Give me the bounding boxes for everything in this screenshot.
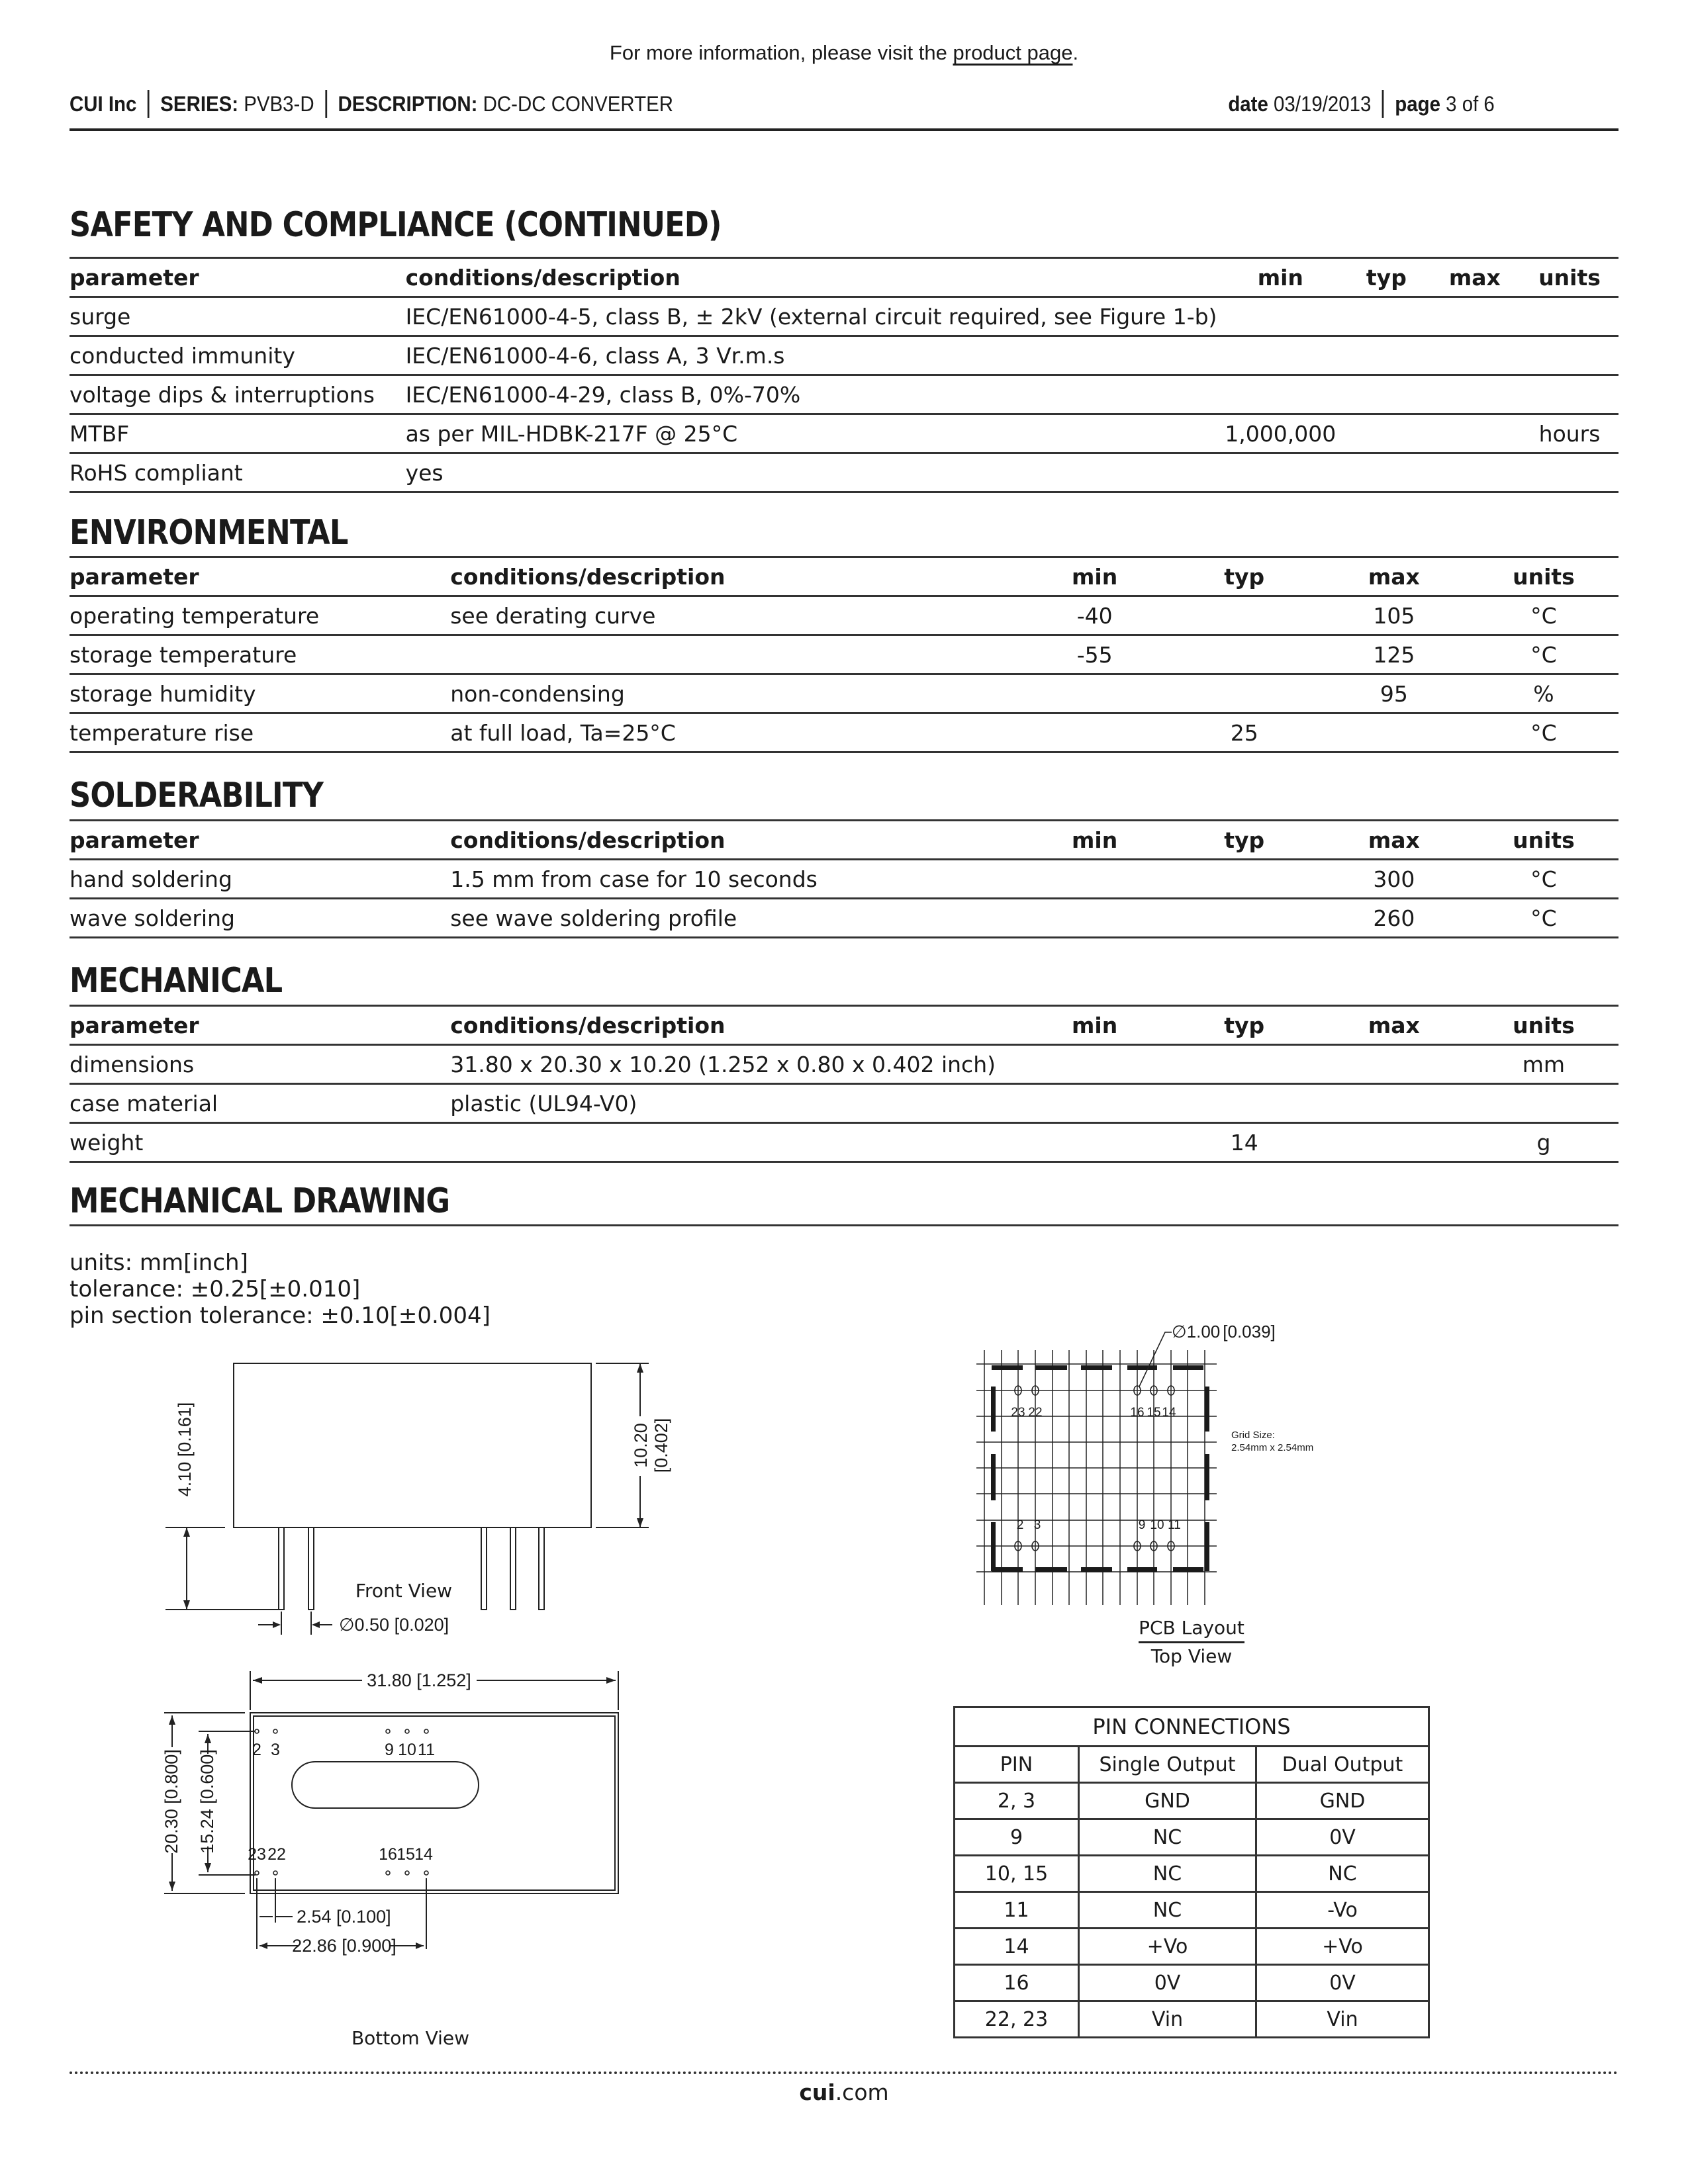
svg-text:23: 23 <box>248 1845 266 1864</box>
col-typ: typ <box>1344 258 1429 297</box>
header-rule <box>70 128 1618 131</box>
svg-text:3: 3 <box>271 1741 280 1759</box>
grid-size-value: 2.54mm x 2.54mm <box>1231 1442 1314 1453</box>
table-row: 11 NC -Vo <box>955 1892 1429 1929</box>
pin-connections-table <box>953 1706 1430 2038</box>
page-label: page <box>1395 91 1440 116</box>
dim-row-spacing: 15.24 [0.600] <box>197 1749 217 1854</box>
cell-parameter: MTBF <box>70 414 406 453</box>
table-row <box>70 453 1618 492</box>
table-row: storage temperature -55 125 °C <box>70 635 1618 674</box>
svg-text:16: 16 <box>1130 1406 1145 1420</box>
table-row: MTBF as per MIL-HDBK-217F @ 25°C 1,000,000 hours <box>70 414 1618 453</box>
section-rule <box>70 1224 1618 1226</box>
svg-text:15: 15 <box>1147 1406 1161 1420</box>
svg-text:14: 14 <box>414 1845 433 1864</box>
dim-pin-length: 4.10 [0.161] <box>175 1402 195 1497</box>
svg-text:9: 9 <box>1138 1518 1146 1532</box>
hole-diameter: ∅1.00 [0.039] <box>1172 1322 1276 1342</box>
svg-text:14: 14 <box>1162 1406 1176 1420</box>
series-label: SERIES: <box>160 91 239 116</box>
table-row: temperature rise at full load, Ta=25°C 25 °C <box>70 713 1618 752</box>
info-text: For more information, please visit the <box>609 41 953 64</box>
safety-table <box>70 257 1618 493</box>
divider <box>1382 90 1384 118</box>
table-row: case material plastic (UL94-V0) <box>70 1084 1618 1123</box>
product-page-link[interactable]: product page <box>953 41 1073 64</box>
bottom-view-drawing <box>146 1655 649 2025</box>
svg-text:22: 22 <box>1028 1406 1043 1420</box>
table-row: 22, 23 Vin Vin <box>955 2001 1429 2038</box>
table-row: 10, 15 NC NC <box>955 1856 1429 1892</box>
series-value: PVB3-D <box>244 91 314 116</box>
svg-text:2: 2 <box>252 1741 261 1759</box>
table-row <box>70 336 1618 375</box>
cell-conditions: as per MIL-HDBK-217F @ 25°C <box>406 414 1217 453</box>
note-units: units: mm[inch] <box>70 1250 248 1276</box>
svg-text:3: 3 <box>1033 1518 1041 1532</box>
table-row: 9 NC 0V <box>955 1819 1429 1856</box>
table-row <box>70 297 1618 336</box>
dim-pin-diameter: ∅0.50 [0.020] <box>339 1615 449 1635</box>
section-title-solderability: SOLDERABILITY <box>70 776 324 815</box>
table-header-row: parameter conditions/description min typ max units <box>70 557 1618 596</box>
table-header-row <box>70 258 1618 297</box>
col-max: max <box>1429 258 1521 297</box>
cell-parameter: conducted immunity <box>70 336 406 375</box>
section-title-mechanical-drawing: MECHANICAL DRAWING <box>70 1181 450 1221</box>
document-header <box>70 87 1495 120</box>
footer-brand: cui <box>799 2079 835 2105</box>
table-row: operating temperature see derating curve -40 105 °C <box>70 596 1618 635</box>
solderability-table <box>70 819 1618 938</box>
info-line: For more information, please visit the product page. <box>609 41 1079 64</box>
footer-domain: .com <box>835 2079 889 2105</box>
table-row: 14 +Vo +Vo <box>955 1929 1429 1965</box>
table-row: weight 14 g <box>70 1123 1618 1162</box>
note-tolerance: tolerance: ±0.25[±0.010] <box>70 1276 361 1302</box>
svg-text:10: 10 <box>1150 1518 1164 1532</box>
dim-height-inch: [0.402] <box>651 1418 671 1473</box>
dim-span: 22.86 [0.900] <box>292 1936 397 1956</box>
dim-width: 31.80 [1.252] <box>367 1670 471 1690</box>
svg-text:15: 15 <box>397 1845 415 1864</box>
cell-conditions: IEC/EN61000-4-6, class A, 3 Vr.m.s <box>406 336 1217 375</box>
footer-link[interactable] <box>0 2079 1688 2105</box>
table-row <box>70 375 1618 414</box>
table-row: wave soldering see wave soldering profile 260 °C <box>70 899 1618 938</box>
front-view-caption: Front View <box>355 1580 453 1602</box>
table-header-row: parameter conditions/description min typ max units <box>70 821 1618 860</box>
dim-pitch: 2.54 [0.100] <box>297 1907 391 1927</box>
col-min: min <box>1217 258 1344 297</box>
cell-parameter: surge <box>70 297 406 336</box>
section-title-environmental: ENVIRONMENTAL <box>70 513 348 553</box>
pin-table-header: PIN Single Output Dual Output <box>955 1747 1429 1783</box>
svg-text:2: 2 <box>1016 1518 1024 1532</box>
mechanical-table <box>70 1005 1618 1163</box>
svg-text:16: 16 <box>379 1845 397 1864</box>
cell-parameter: RoHS compliant <box>70 453 406 492</box>
date-label: date <box>1228 91 1268 116</box>
pcb-layout-caption: PCB Layout Top View <box>1112 1615 1271 1670</box>
table-row: 16 0V 0V <box>955 1965 1429 2001</box>
dim-height: 10.20 <box>631 1423 651 1468</box>
description-label: DESCRIPTION: <box>338 91 478 116</box>
svg-text:10: 10 <box>398 1741 416 1759</box>
cell-conditions: IEC/EN61000-4-5, class B, ± 2kV (external circuit required, see Figure 1-b) <box>406 297 1217 336</box>
table-header-row: parameter conditions/description min typ max units <box>70 1006 1618 1045</box>
svg-text:23: 23 <box>1011 1406 1025 1420</box>
col-conditions: conditions/description <box>406 258 1217 297</box>
table-row: 2, 3 GND GND <box>955 1783 1429 1819</box>
description-value: DC-DC CONVERTER <box>483 91 673 116</box>
page-value: 3 of 6 <box>1446 91 1495 116</box>
svg-text:9: 9 <box>385 1741 394 1759</box>
dim-depth: 20.30 [0.800] <box>162 1749 181 1854</box>
table-row: dimensions 31.80 x 20.30 x 10.20 (1.252 x 0.80 x 0.402 inch) mm <box>70 1045 1618 1084</box>
note-pin-tolerance: pin section tolerance: ±0.10[±0.004] <box>70 1302 491 1329</box>
pin-table-title: PIN CONNECTIONS <box>955 1707 1429 1747</box>
footer-rule <box>70 2071 1618 2074</box>
table-row: storage humidity non-condensing 95 % <box>70 674 1618 713</box>
col-parameter: parameter <box>70 258 406 297</box>
svg-text:22: 22 <box>267 1845 286 1864</box>
svg-text:11: 11 <box>418 1741 435 1759</box>
divider <box>148 90 150 118</box>
grid-size-label: Grid Size: <box>1231 1430 1275 1441</box>
date-value: 03/19/2013 <box>1274 91 1372 116</box>
bottom-view-caption: Bottom View <box>351 2027 470 2049</box>
drawing-notes <box>70 1250 491 1329</box>
section-title-mechanical: MECHANICAL <box>70 961 283 1001</box>
col-units: units <box>1521 258 1618 297</box>
environmental-table <box>70 556 1618 753</box>
company-name: CUI Inc <box>70 91 137 116</box>
cell-conditions: IEC/EN61000-4-29, class B, 0%-70% <box>406 375 1217 414</box>
cell-conditions: yes <box>406 453 1217 492</box>
svg-text:11: 11 <box>1168 1518 1181 1532</box>
cell-parameter: voltage dips & interruptions <box>70 375 406 414</box>
section-title-safety: SAFETY AND COMPLIANCE (CONTINUED) <box>70 205 722 245</box>
divider <box>325 90 327 118</box>
table-row: hand soldering 1.5 mm from case for 10 seconds 300 °C <box>70 860 1618 899</box>
